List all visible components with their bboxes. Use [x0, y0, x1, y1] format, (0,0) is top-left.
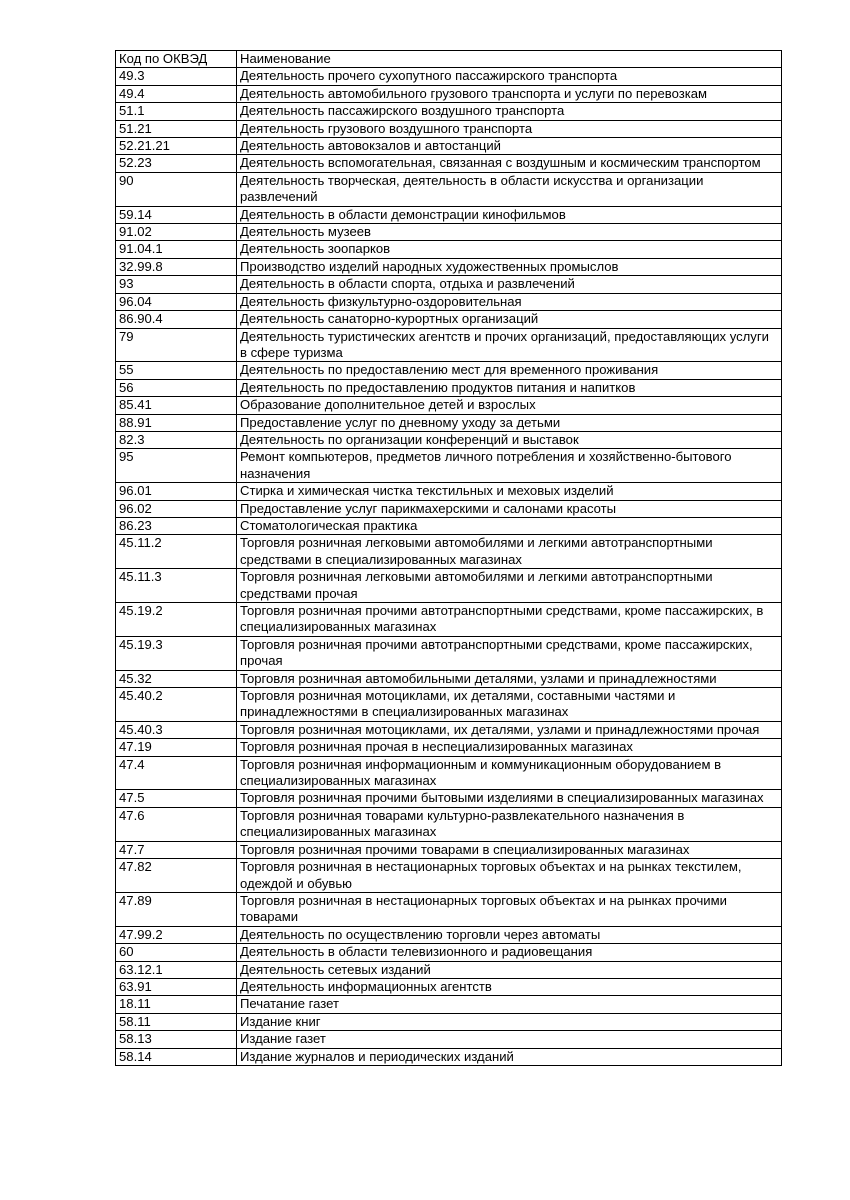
- okved-code-cell: 90: [116, 172, 237, 206]
- okved-code-cell: 85.41: [116, 397, 237, 414]
- activity-name-cell: Издание книг: [237, 1013, 782, 1030]
- table-row: [116, 790, 782, 807]
- table-row: [116, 414, 782, 431]
- okved-code-cell: 47.19: [116, 739, 237, 756]
- okved-code-cell: 95: [116, 449, 237, 483]
- activity-name-cell: Печатание газет: [237, 996, 782, 1013]
- okved-code-cell: 55: [116, 362, 237, 379]
- table-row: [116, 1048, 782, 1065]
- table-row: [116, 535, 782, 569]
- activity-name-cell: Торговля розничная товарами культурно-развлекательного назначения в специализированных магазинах: [237, 807, 782, 841]
- table-row: [116, 756, 782, 790]
- table-row: [116, 688, 782, 722]
- okved-code-cell: 18.11: [116, 996, 237, 1013]
- okved-code-cell: 96.02: [116, 500, 237, 517]
- table-row: [116, 449, 782, 483]
- okved-code-cell: 52.23: [116, 155, 237, 172]
- okved-code-cell: 86.23: [116, 517, 237, 534]
- okved-code-cell: 45.40.3: [116, 721, 237, 738]
- activity-name-cell: Издание журналов и периодических изданий: [237, 1048, 782, 1065]
- okved-code-cell: 47.99.2: [116, 926, 237, 943]
- activity-name-cell: Деятельность творческая, деятельность в области искусства и организации развлечений: [237, 172, 782, 206]
- table-row: [116, 569, 782, 603]
- activity-name-cell: Деятельность вспомогательная, связанная с воздушным и космическим транспортом: [237, 155, 782, 172]
- okved-code-cell: 45.19.3: [116, 636, 237, 670]
- activity-name-cell: Деятельность грузового воздушного транспорта: [237, 120, 782, 137]
- activity-name-cell: Издание газет: [237, 1031, 782, 1048]
- table-row: [116, 739, 782, 756]
- okved-code-cell: 45.40.2: [116, 688, 237, 722]
- table-row: [116, 926, 782, 943]
- activity-name-cell: Деятельность в области демонстрации кинофильмов: [237, 206, 782, 223]
- activity-name-cell: Деятельность по предоставлению мест для временного проживания: [237, 362, 782, 379]
- activity-name-cell: Деятельность музеев: [237, 224, 782, 241]
- activity-name-cell: Деятельность автовокзалов и автостанций: [237, 138, 782, 155]
- activity-name-cell: Ремонт компьютеров, предметов личного потребления и хозяйственно-бытового назначения: [237, 449, 782, 483]
- header-code: Код по ОКВЭД: [116, 51, 237, 68]
- okved-code-cell: 58.14: [116, 1048, 237, 1065]
- okved-code-cell: 96.01: [116, 483, 237, 500]
- table-row: [116, 293, 782, 310]
- table-row: [116, 431, 782, 448]
- okved-code-cell: 91.02: [116, 224, 237, 241]
- okved-code-cell: 58.11: [116, 1013, 237, 1030]
- activity-name-cell: Стирка и химическая чистка текстильных и меховых изделий: [237, 483, 782, 500]
- okved-code-cell: 52.21.21: [116, 138, 237, 155]
- table-row: [116, 328, 782, 362]
- activity-name-cell: Деятельность в области спорта, отдыха и развлечений: [237, 276, 782, 293]
- table-header-row: [116, 51, 782, 68]
- activity-name-cell: Торговля розничная в нестационарных торговых объектах и на рынках текстилем, одеждой и обувью: [237, 859, 782, 893]
- table-row: [116, 636, 782, 670]
- table-row: [116, 978, 782, 995]
- table-row: [116, 603, 782, 637]
- okved-code-cell: 96.04: [116, 293, 237, 310]
- table-row: [116, 206, 782, 223]
- okved-code-cell: 91.04.1: [116, 241, 237, 258]
- table-row: [116, 362, 782, 379]
- table-row: [116, 103, 782, 120]
- activity-name-cell: Торговля розничная мотоциклами, их деталями, составными частями и принадлежностями в специализированных магазинах: [237, 688, 782, 722]
- okved-table: [115, 50, 782, 1066]
- activity-name-cell: Деятельность физкультурно-оздоровительная: [237, 293, 782, 310]
- okved-code-cell: 32.99.8: [116, 258, 237, 275]
- activity-name-cell: Торговля розничная прочими автотранспортными средствами, кроме пассажирских, в специализированных магазинах: [237, 603, 782, 637]
- okved-code-cell: 45.32: [116, 670, 237, 687]
- activity-name-cell: Деятельность информационных агентств: [237, 978, 782, 995]
- okved-code-cell: 88.91: [116, 414, 237, 431]
- table-row: [116, 1031, 782, 1048]
- table-row: [116, 944, 782, 961]
- activity-name-cell: Деятельность пассажирского воздушного транспорта: [237, 103, 782, 120]
- okved-code-cell: 47.7: [116, 841, 237, 858]
- okved-code-cell: 47.4: [116, 756, 237, 790]
- table-row: [116, 807, 782, 841]
- okved-code-cell: 59.14: [116, 206, 237, 223]
- okved-code-cell: 47.82: [116, 859, 237, 893]
- okved-code-cell: 60: [116, 944, 237, 961]
- okved-code-cell: 45.11.3: [116, 569, 237, 603]
- okved-code-cell: 51.21: [116, 120, 237, 137]
- okved-code-cell: 63.12.1: [116, 961, 237, 978]
- activity-name-cell: Деятельность автомобильного грузового транспорта и услуги по перевозкам: [237, 85, 782, 102]
- okved-code-cell: 58.13: [116, 1031, 237, 1048]
- okved-code-cell: 63.91: [116, 978, 237, 995]
- table-row: [116, 1013, 782, 1030]
- okved-code-cell: 45.19.2: [116, 603, 237, 637]
- table-row: [116, 483, 782, 500]
- activity-name-cell: Деятельность прочего сухопутного пассажирского транспорта: [237, 68, 782, 85]
- activity-name-cell: Деятельность туристических агентств и прочих организаций, предоставляющих услуги в сфере туризма: [237, 328, 782, 362]
- okved-code-cell: 86.90.4: [116, 311, 237, 328]
- table-row: [116, 892, 782, 926]
- table-row: [116, 996, 782, 1013]
- okved-code-cell: 47.89: [116, 892, 237, 926]
- table-row: [116, 224, 782, 241]
- activity-name-cell: Торговля розничная прочими бытовыми изделиями в специализированных магазинах: [237, 790, 782, 807]
- table-row: [116, 859, 782, 893]
- table-row: [116, 841, 782, 858]
- activity-name-cell: Деятельность по организации конференций и выставок: [237, 431, 782, 448]
- activity-name-cell: Деятельность в области телевизионного и радиовещания: [237, 944, 782, 961]
- okved-code-cell: 56: [116, 379, 237, 396]
- header-name: Наименование: [237, 51, 782, 68]
- activity-name-cell: Стоматологическая практика: [237, 517, 782, 534]
- table-row: [116, 155, 782, 172]
- okved-code-cell: 47.5: [116, 790, 237, 807]
- table-row: [116, 517, 782, 534]
- table-row: [116, 397, 782, 414]
- activity-name-cell: Предоставление услуг по дневному уходу за детьми: [237, 414, 782, 431]
- table-row: [116, 961, 782, 978]
- activity-name-cell: Образование дополнительное детей и взрослых: [237, 397, 782, 414]
- activity-name-cell: Производство изделий народных художественных промыслов: [237, 258, 782, 275]
- table-row: [116, 276, 782, 293]
- table-row: [116, 379, 782, 396]
- okved-code-cell: 82.3: [116, 431, 237, 448]
- okved-code-cell: 51.1: [116, 103, 237, 120]
- activity-name-cell: Торговля розничная в нестационарных торговых объектах и на рынках прочими товарами: [237, 892, 782, 926]
- okved-code-cell: 49.3: [116, 68, 237, 85]
- activity-name-cell: Торговля розничная легковыми автомобилями и легкими автотранспортными средствами прочая: [237, 569, 782, 603]
- table-row: [116, 721, 782, 738]
- table-row: [116, 172, 782, 206]
- okved-code-cell: 79: [116, 328, 237, 362]
- activity-name-cell: Предоставление услуг парикмахерскими и салонами красоты: [237, 500, 782, 517]
- activity-name-cell: Торговля розничная легковыми автомобилями и легкими автотранспортными средствами в специализированных магазинах: [237, 535, 782, 569]
- okved-code-cell: 49.4: [116, 85, 237, 102]
- table-row: [116, 670, 782, 687]
- table-row: [116, 500, 782, 517]
- okved-code-cell: 93: [116, 276, 237, 293]
- activity-name-cell: Торговля розничная информационным и коммуникационным оборудованием в специализированных магазинах: [237, 756, 782, 790]
- table-row: [116, 68, 782, 85]
- activity-name-cell: Торговля розничная прочими автотранспортными средствами, кроме пассажирских, прочая: [237, 636, 782, 670]
- table-row: [116, 258, 782, 275]
- table-row: [116, 85, 782, 102]
- okved-code-cell: 47.6: [116, 807, 237, 841]
- table-row: [116, 120, 782, 137]
- okved-code-cell: 45.11.2: [116, 535, 237, 569]
- activity-name-cell: Деятельность зоопарков: [237, 241, 782, 258]
- activity-name-cell: Деятельность по осуществлению торговли через автоматы: [237, 926, 782, 943]
- activity-name-cell: Торговля розничная прочая в неспециализированных магазинах: [237, 739, 782, 756]
- table-row: [116, 241, 782, 258]
- table-body: [116, 68, 782, 1066]
- activity-name-cell: Деятельность сетевых изданий: [237, 961, 782, 978]
- activity-name-cell: Торговля розничная мотоциклами, их деталями, узлами и принадлежностями прочая: [237, 721, 782, 738]
- table-row: [116, 311, 782, 328]
- activity-name-cell: Торговля розничная автомобильными деталями, узлами и принадлежностями: [237, 670, 782, 687]
- table-row: [116, 138, 782, 155]
- activity-name-cell: Торговля розничная прочими товарами в специализированных магазинах: [237, 841, 782, 858]
- activity-name-cell: Деятельность по предоставлению продуктов питания и напитков: [237, 379, 782, 396]
- activity-name-cell: Деятельность санаторно-курортных организаций: [237, 311, 782, 328]
